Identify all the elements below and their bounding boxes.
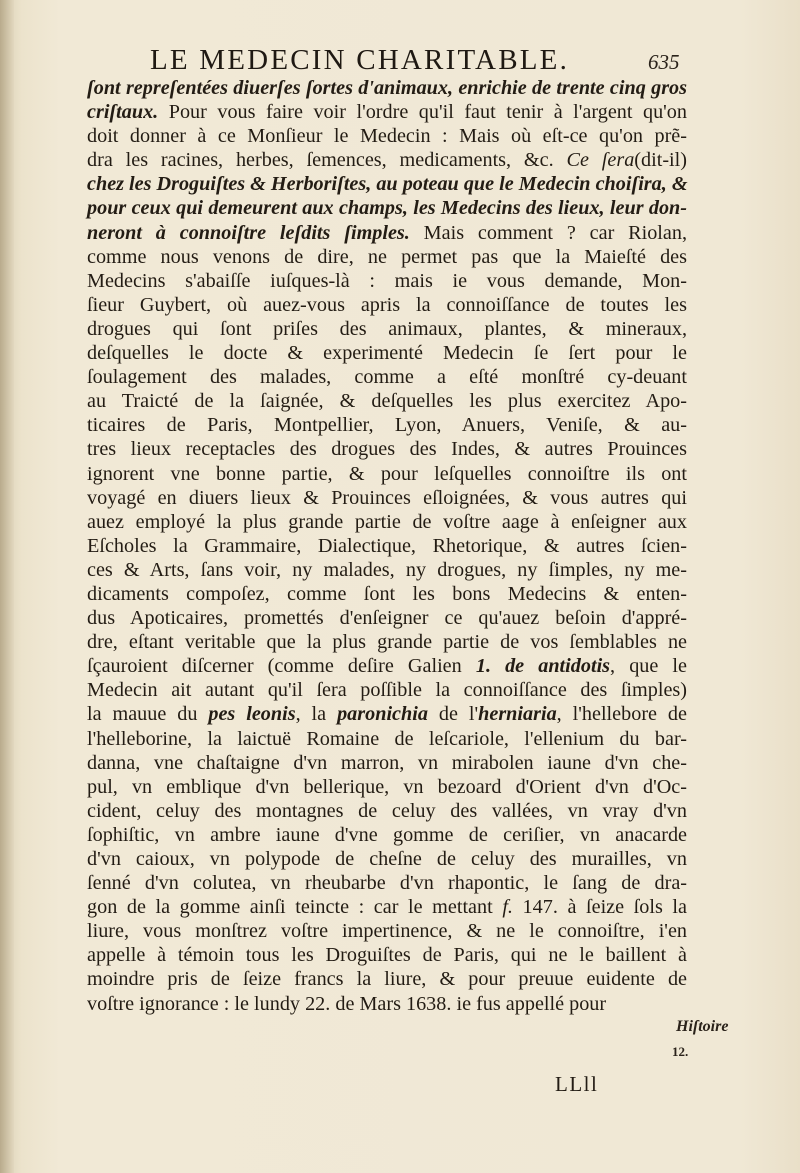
text-segment: (dit-il) xyxy=(634,149,687,172)
text-line xyxy=(87,172,687,196)
text-line xyxy=(87,100,687,124)
text-segment: , que le xyxy=(610,655,688,678)
text-line xyxy=(87,221,687,245)
italic-segment: criſtaux. xyxy=(87,101,159,124)
text-line xyxy=(87,413,687,437)
text-segment: d'vn caioux, vn polypode de cheſne de celuy des murailles, vn xyxy=(87,848,687,870)
text-line xyxy=(87,558,687,582)
page-number: 635 xyxy=(648,50,680,74)
text-line xyxy=(87,124,687,148)
italic-segment: pes leonis xyxy=(208,703,296,726)
text-segment: Medecins s'abaiſſe iuſques-là : mais ie vous demande, Mon- xyxy=(87,269,687,292)
text-line xyxy=(87,630,687,654)
text-line xyxy=(87,76,687,100)
text-segment: auez employé la plus grande partie de voſtre aage à enſeigner aux xyxy=(87,510,687,533)
italic-segment: f. xyxy=(502,896,513,919)
text-segment: ſçauroient diſcerner (comme deſire Galien xyxy=(87,655,476,678)
text-segment: drogues qui ſont priſes des animaux, plantes, & mineraux, xyxy=(87,317,687,340)
text-line xyxy=(87,967,687,991)
margin-number: 12. xyxy=(672,1044,689,1059)
text-line xyxy=(87,992,687,1016)
text-segment: ſenné d'vn colutea, vn rheubarbe d'vn rhapontic, le ſang de dra- xyxy=(87,872,687,895)
text-segment: ticaires de Paris, Montpellier, Lyon, Anuers, Veniſe, & au- xyxy=(87,414,687,437)
text-segment: ſieur Guybert, où auez-vous apris la connoiſſance de toutes les xyxy=(87,293,687,316)
text-segment: cident, celuy des montagnes de celuy des vallées, vn vray d'vn xyxy=(87,799,687,822)
text-segment: Pour vous faire voir l'ordre qu'il faut tenir à l'argent qu'on xyxy=(158,101,687,124)
text-line xyxy=(87,823,687,847)
text-line xyxy=(87,799,687,823)
text-segment: la mauue du xyxy=(87,703,209,726)
text-line xyxy=(87,462,687,486)
text-segment: dra les racines, herbes, ſemences, medicaments, &c. xyxy=(87,149,567,172)
italic-segment: pour ceux qui demeurent aux champs, les Medecins des lieux, leur don- xyxy=(87,197,687,220)
text-segment: ſophiſtic, vn ambre iaune d'vne gomme de ceriſier, vn anacarde xyxy=(87,823,687,846)
text-line xyxy=(87,847,687,871)
text-line xyxy=(87,582,687,606)
text-segment: dre, eſtant veritable que la plus grande partie de vos ſemblables ne xyxy=(87,631,687,654)
italic-segment: herniaria xyxy=(478,703,557,726)
text-line xyxy=(87,269,687,293)
margin-note: Hiſtoire xyxy=(676,1018,729,1035)
text-line xyxy=(87,437,687,461)
text-segment: voſtre ignorance : le lundy 22. de Mars 1638. ie fus appellé pour xyxy=(87,992,607,1015)
text-segment: danna, vne chaſtaigne d'vn marron, vn mirabolen iaune d'vn che- xyxy=(87,751,687,774)
text-segment: appelle à témoin tous les Droguiſtes de Paris, qui ne le baillent à xyxy=(87,944,687,967)
italic-segment: neront à connoiſtre leſdits ſimples. xyxy=(87,221,410,244)
text-line xyxy=(87,751,687,775)
italic-segment: chez les Droguiſtes & Herboriſtes, au poteau que le Medecin choiſira, & xyxy=(87,173,688,196)
running-title: LE MEDECIN CHARITABLE. xyxy=(150,44,570,76)
text-line xyxy=(87,486,687,510)
text-line xyxy=(87,943,687,967)
text-segment: Eſcholes la Grammaire, Dialectique, Rhetorique, & autres ſcien- xyxy=(87,534,687,557)
text-segment: pul, vn emblique d'vn bellerique, vn bezoard d'Orient d'vn d'Oc- xyxy=(87,775,687,798)
text-line xyxy=(87,919,687,943)
text-segment: tres lieux receptacles des drogues des Indes, & autres Prouinces xyxy=(87,438,687,461)
text-line xyxy=(87,389,687,413)
text-segment: , l'hellebore de xyxy=(556,703,687,726)
text-line xyxy=(87,702,687,726)
text-segment: moindre pris de ſeize francs la liure, & pour preuue euidente de xyxy=(87,968,687,991)
text-line xyxy=(87,727,687,751)
body-text xyxy=(87,76,687,1016)
text-segment: de l' xyxy=(427,703,479,726)
text-line xyxy=(87,341,687,365)
text-segment: Mais comment ? car Riolan, xyxy=(409,221,688,244)
italic-segment: 1. de antidotis xyxy=(475,655,611,678)
text-line xyxy=(87,148,687,172)
italic-segment: ſont repreſentées diuerſes ſortes d'animaux, enrichie de trente cinq gros xyxy=(87,77,687,99)
italic-segment: Ce ſera xyxy=(566,149,635,172)
text-segment: Medecin ait autant qu'il ſera poſſible la connoiſſance des ſimples) xyxy=(87,679,687,702)
signature-mark: LLll xyxy=(555,1072,599,1096)
text-line xyxy=(87,775,687,799)
text-segment: dus Apoticaires, promettés d'enſeigner ce qu'auez beſoin d'appré- xyxy=(87,607,687,630)
text-line xyxy=(87,510,687,534)
text-segment: 147. à ſeize ſols la xyxy=(512,896,687,919)
text-line xyxy=(87,317,687,341)
text-segment: doit donner à ce Monſieur le Medecin : Mais où eſt-ce qu'on prẽ- xyxy=(87,125,687,148)
text-line xyxy=(87,678,687,702)
text-segment: , la xyxy=(295,703,338,726)
text-segment: gon de la gomme ainſi teincte : car le mettant xyxy=(87,896,503,919)
text-segment: au Traicté de la ſaignée, & deſquelles les plus exercitez Apo- xyxy=(87,390,687,413)
text-segment: liure, vous monſtrez voſtre impertinence, & ne le connoiſtre, i'en xyxy=(87,920,687,943)
text-segment: voyagé en diuers lieux & Prouinces eſloignées, & vous autres qui xyxy=(87,486,687,509)
text-segment: ſoulagement des malades, comme a eſté monſtré cy-deuant xyxy=(87,366,687,389)
text-line xyxy=(87,245,687,269)
text-line xyxy=(87,534,687,558)
text-segment: ignorent vne bonne partie, & pour leſquelles connoiſtre ils ont xyxy=(87,462,687,485)
italic-segment: paronichia xyxy=(337,703,428,726)
text-line xyxy=(87,606,687,630)
text-line xyxy=(87,871,687,895)
binding-gutter xyxy=(0,0,14,1173)
text-line xyxy=(87,293,687,317)
text-segment: ces & Arts, ſans voir, ny malades, ny drogues, ny ſimples, ny me- xyxy=(87,558,687,581)
text-line xyxy=(87,895,687,919)
text-line xyxy=(87,654,687,678)
text-segment: l'helleborine, la laictuë Romaine de leſcariole, l'ellenium du bar- xyxy=(87,727,687,750)
text-line xyxy=(87,196,687,220)
text-line xyxy=(87,365,687,389)
text-segment: dicaments compoſez, comme ſont les bons Medecins & enten- xyxy=(87,582,687,605)
text-segment: deſquelles le docte & experimenté Medecin ſe ſert pour le xyxy=(87,342,687,365)
text-segment: comme nous venons de dire, ne permet pas que la Maieſté des xyxy=(87,245,687,268)
